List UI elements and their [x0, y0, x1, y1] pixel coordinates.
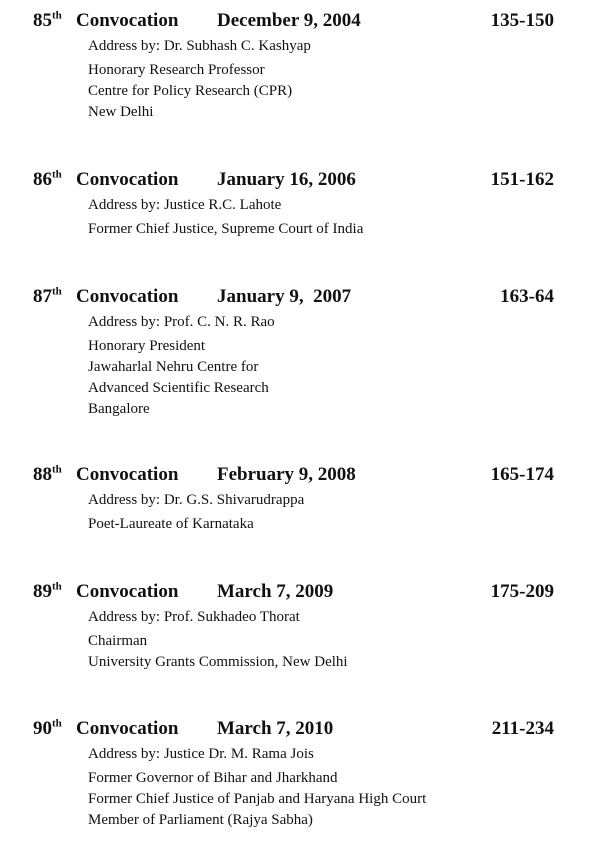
page-range: 151-162 — [490, 169, 554, 190]
convocation-label: Convocation — [76, 286, 179, 307]
entry-details — [0, 607, 600, 673]
entry-details — [0, 36, 600, 123]
detail-line: Jawaharlal Nehru Centre for — [88, 359, 259, 375]
detail-line: Bangalore — [88, 401, 150, 417]
address-by-line: Address by: Justice R.C. Lahote — [88, 197, 282, 213]
convocation-entry-90 — [0, 718, 600, 831]
convocation-date: January 9, 2007 — [217, 286, 352, 307]
page-range: 135-150 — [490, 10, 554, 31]
convocation-number: 87th — [33, 285, 62, 307]
address-by-line: Address by: Prof. Sukhadeo Thorat — [88, 609, 300, 625]
detail-line: Honorary Research Professor — [88, 62, 265, 78]
convocation-label: Convocation — [76, 10, 179, 31]
convocation-entry-86 — [0, 169, 600, 240]
detail-line: Former Chief Justice of Panjab and Haryana High Court — [88, 791, 427, 807]
convocation-date: January 16, 2006 — [217, 169, 356, 190]
convocation-date: December 9, 2004 — [217, 10, 361, 31]
convocation-number: 86th — [33, 168, 62, 190]
convocation-number: 85th — [33, 9, 62, 31]
convocation-label: Convocation — [76, 581, 179, 602]
convocation-label: Convocation — [76, 718, 179, 739]
detail-line: Former Chief Justice, Supreme Court of India — [88, 221, 364, 237]
detail-line: University Grants Commission, New Delhi — [88, 654, 348, 670]
detail-line: New Delhi — [88, 104, 154, 120]
detail-line: Advanced Scientific Research — [88, 380, 269, 396]
convocation-date: March 7, 2010 — [217, 718, 334, 739]
detail-line: Centre for Policy Research (CPR) — [88, 83, 293, 99]
convocation-label: Convocation — [76, 169, 179, 190]
entry-details — [0, 312, 600, 420]
convocation-entry-85 — [0, 10, 600, 123]
address-by-line: Address by: Justice Dr. M. Rama Jois — [88, 746, 314, 762]
convocation-number: 90th — [33, 717, 62, 739]
page-range: 211-234 — [491, 718, 554, 739]
address-by-line: Address by: Dr. G.S. Shivarudrappa — [88, 492, 305, 508]
detail-line: Honorary President — [88, 338, 206, 354]
convocation-date: March 7, 2009 — [217, 581, 334, 602]
address-by-line: Address by: Dr. Subhash C. Kashyap — [88, 38, 311, 54]
convocation-entry-87 — [0, 286, 600, 420]
page-range: 163-64 — [500, 286, 554, 307]
page-range: 175-209 — [490, 581, 554, 602]
detail-line: Member of Parliament (Rajya Sabha) — [88, 812, 313, 828]
convocation-entry-88 — [0, 464, 600, 535]
convocation-number: 89th — [33, 580, 62, 602]
address-by-line: Address by: Prof. C. N. R. Rao — [88, 314, 275, 330]
convocation-entry-89 — [0, 581, 600, 673]
convocation-date: February 9, 2008 — [217, 464, 356, 485]
detail-line: Former Governor of Bihar and Jharkhand — [88, 770, 338, 786]
entry-details — [0, 744, 600, 831]
convocation-number: 88th — [33, 463, 62, 485]
page-range: 165-174 — [490, 464, 554, 485]
convocation-label: Convocation — [76, 464, 179, 485]
detail-line: Chairman — [88, 633, 148, 649]
entry-details — [0, 195, 600, 240]
entry-details — [0, 490, 600, 535]
detail-line: Poet-Laureate of Karnataka — [88, 516, 254, 532]
